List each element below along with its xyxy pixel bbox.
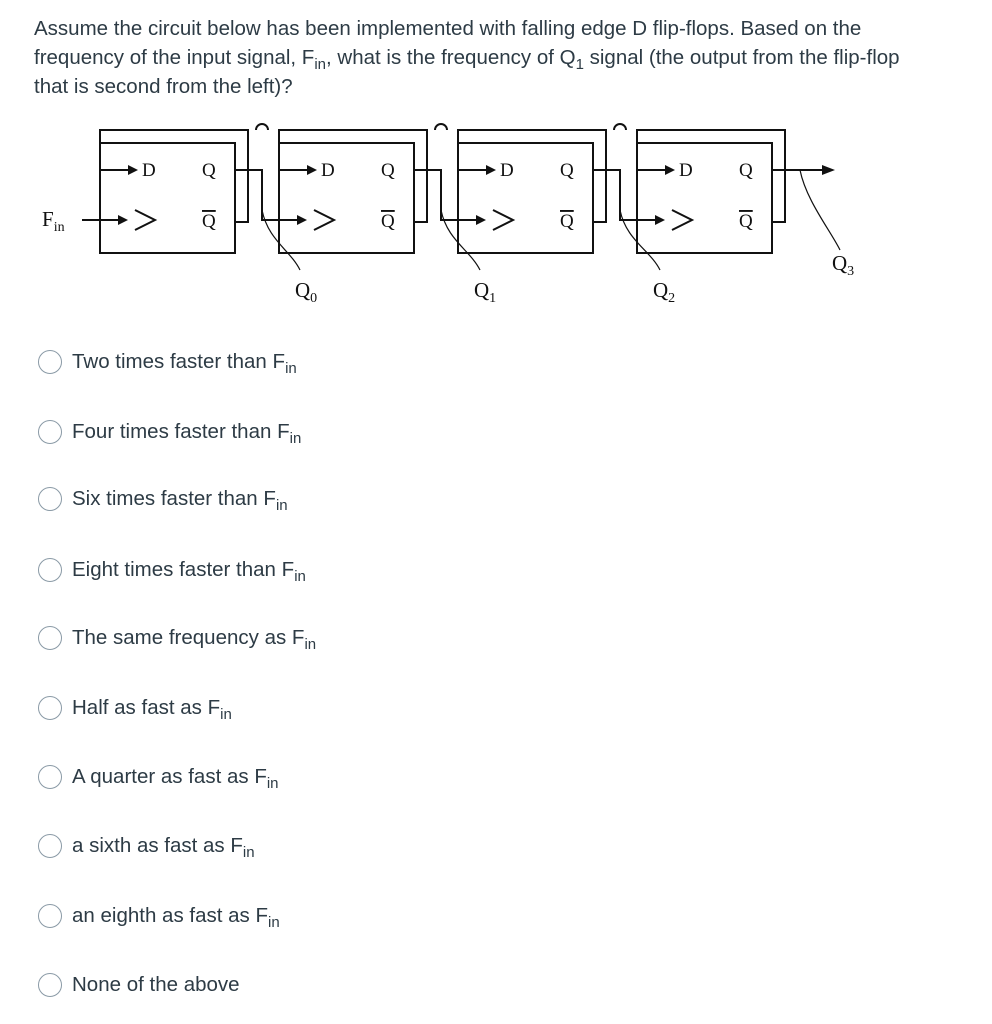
radio-button[interactable] [38,765,62,789]
radio-button[interactable] [38,420,62,444]
option-eight-times-faster[interactable]: Eight times faster than $F_{in}$ [38,556,458,584]
q2-label: $Q_2$ [653,278,676,306]
fin-label: $F_{in}$ [42,207,65,235]
option-half-as-fast[interactable]: Half as fast as $F_{in}$ [38,694,458,722]
ff2-pin-q: Q [560,160,574,181]
radio-button[interactable] [38,834,62,858]
option-none-of-the-above[interactable]: None of the above [38,971,458,999]
ff1-pin-d: D [321,160,335,181]
ff0-pin-d: D [142,160,156,181]
radio-button[interactable] [38,350,62,374]
q1-label: $Q_1$ [474,278,497,306]
question-text: Assume the circuit below has been implemented with falling edge D flip-flops. Based on the frequency of the input signal, $F_{in}$, what is the frequency of $Q_1$ signal (the output from the flip-flop that is second from the left)? [34,17,900,98]
q0-label: $Q_0$ [295,278,318,306]
ff2-pin-qbar: Q [560,211,574,232]
ff3-pin-d: D [679,160,693,181]
option-eighth-as-fast[interactable]: an eighth as fast as $F_{in}$ [38,902,458,930]
ff2-pin-d: D [500,160,514,181]
flip-flop-circuit-diagram [0,120,992,320]
radio-button[interactable] [38,626,62,650]
ff1-pin-qbar: Q [381,211,395,232]
option-six-times-faster[interactable]: Six times faster than $F_{in}$ [38,485,458,513]
option-sixth-as-fast[interactable]: a sixth as fast as $F_{in}$ [38,832,458,860]
ff3-pin-q: Q [739,160,753,181]
option-quarter-as-fast[interactable]: A quarter as fast as $F_{in}$ [38,763,458,791]
option-four-times-faster[interactable]: Four times faster than $F_{in}$ [38,418,458,446]
ff1-pin-q: Q [381,160,395,181]
ff0-pin-qbar: Q [202,211,216,232]
radio-button[interactable] [38,696,62,720]
option-same-frequency[interactable]: The same frequency as $F_{in}$ [38,624,458,652]
radio-button[interactable] [38,973,62,997]
q3-label: $Q_3$ [832,251,855,279]
option-two-times-faster[interactable]: Two times faster than $F_{in}$ [38,348,458,376]
radio-button[interactable] [38,487,62,511]
radio-button[interactable] [38,558,62,582]
radio-button[interactable] [38,904,62,928]
ff0-pin-q: Q [202,160,216,181]
ff3-pin-qbar: Q [739,211,753,232]
